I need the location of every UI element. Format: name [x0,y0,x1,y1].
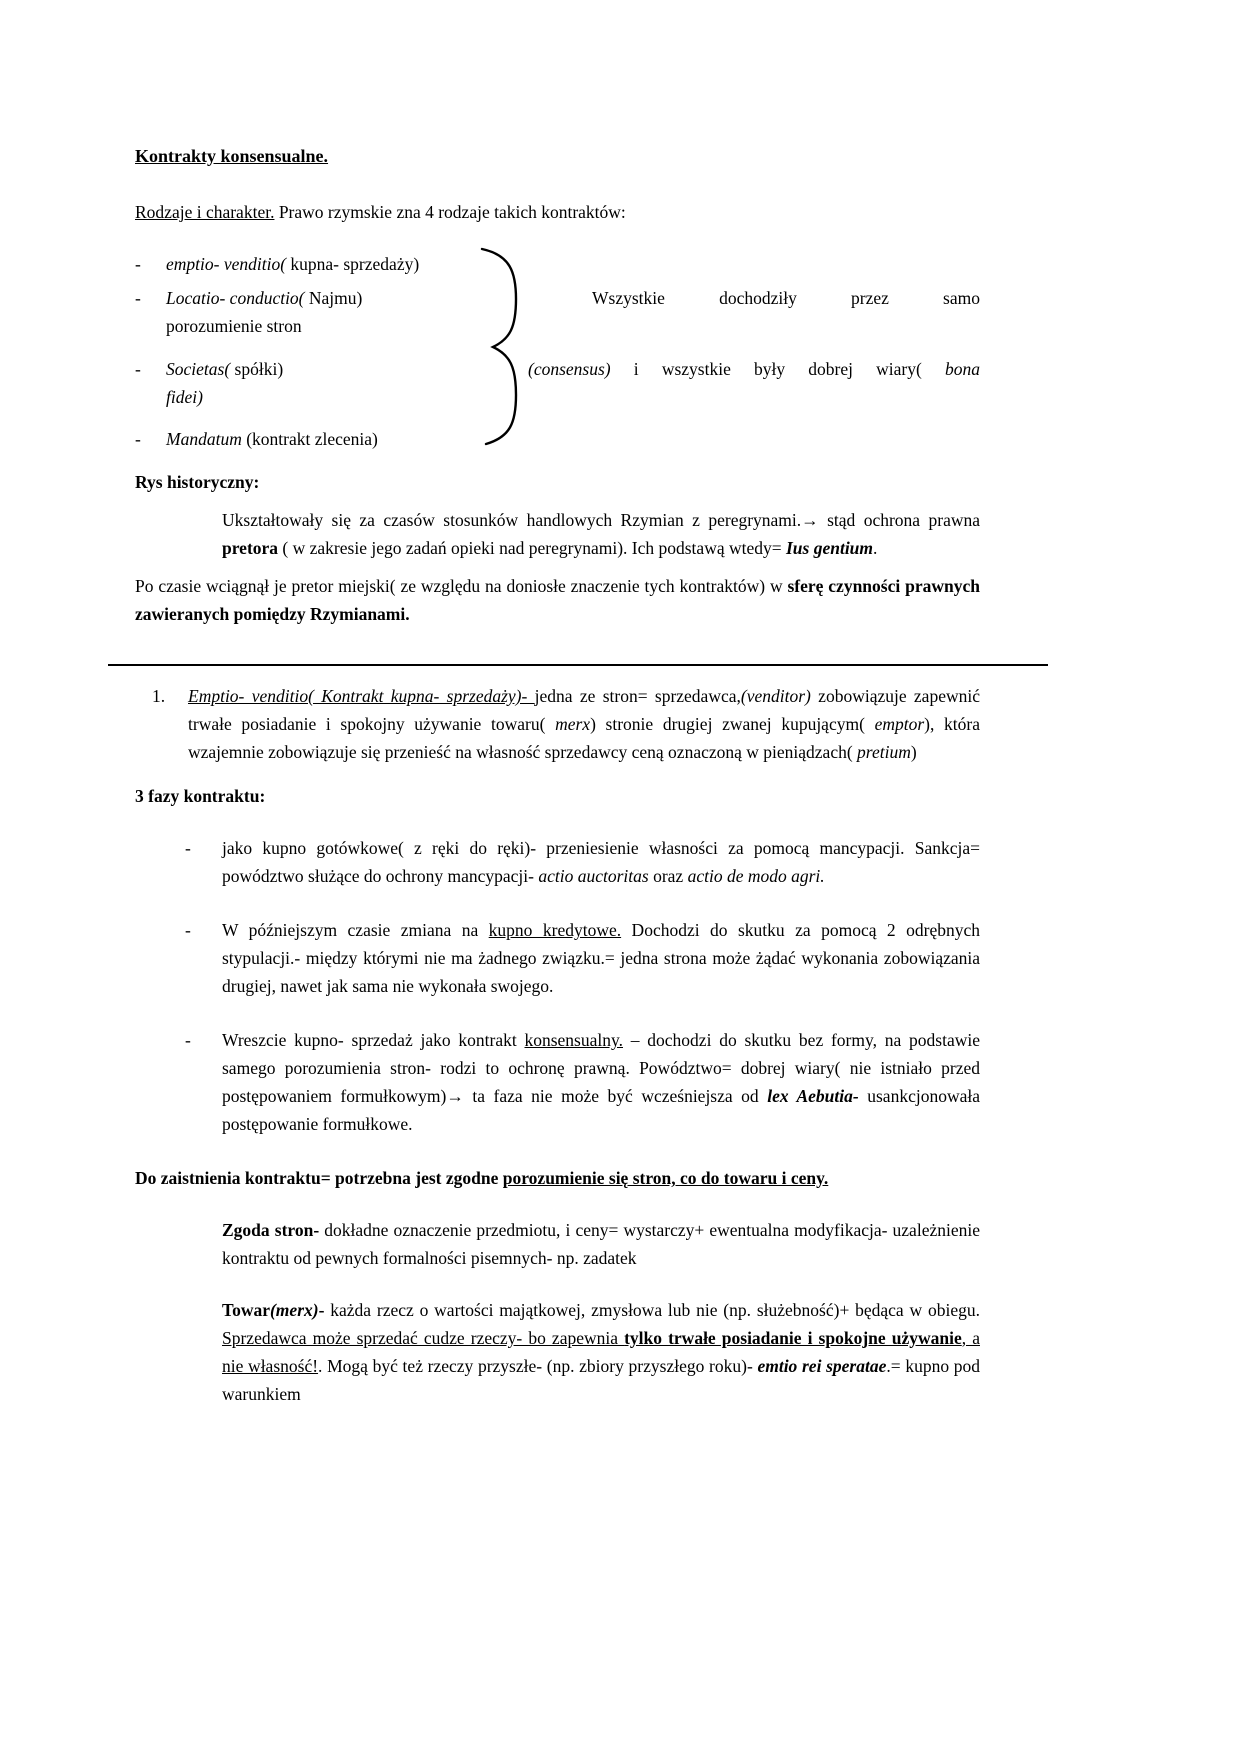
text-segment: zobowiązuje zapewnić trwałe posiadanie i spokojny używanie towaru( [188,686,980,734]
text-segment: emptio- venditio( [166,254,287,274]
text-segment: . Mogą być też rzeczy przyszłe- (np. zbiory przyszłego roku)- [318,1356,758,1376]
text-segment: (merx) [269,1300,319,1320]
text-segment: W późniejszym czasie zmiana na [222,920,489,940]
heading-rys-historyczny [135,468,980,496]
text-segment: .= kupno pod warunkiem [222,1356,980,1404]
paragraph-po-czasie [135,572,980,628]
text-segment: actio de modo agri. [687,866,825,886]
text-segment: Rodzaje i charakter. [135,202,275,222]
text-segment: fidei) [166,387,203,407]
text-segment: Dochodzi do skutku za pomocą 2 odrębnych stypulacji.- między którymi nie ma żadnego związku.= jedna strona może żądać wykonania zobowiązania drugiej, nawet jak sama nie wykonała swojego. [222,920,980,996]
text-segment: ) [910,742,917,762]
bullet-text [222,834,980,890]
grouping-brace-icon [472,246,528,448]
text-segment: tylko trwałe posiadanie i spokojne używanie [624,1328,962,1348]
text-segment: usankcjonowała postępowanie formułkowe. [222,1086,980,1134]
text-segment: Wreszcie kupno- sprzedaż jako kontrakt [222,1030,525,1050]
text-segment: Prawo rzymskie zna 4 rodzaje takich kontraktów: [274,202,626,222]
text-segment: Societas( [166,359,231,379]
text-segment: Mandatum [166,429,242,449]
text-segment: dokładne oznaczenie przedmiotu, i ceny= wystarczy+ ewentualna modyfikacja- uzależnienie kontraktu od pewnych formalności pisemnych- np. zadatek [222,1220,980,1268]
dash-bullet: - [185,838,191,858]
contract-types-diagram [135,250,980,460]
text-segment: Rys historyczny: [135,472,260,492]
text-segment: każda rzecz o wartości majątkowej, zmysłowa lub nie (np. służebność)+ będąca w obiegu. [324,1300,980,1320]
text-segment: kupna- sprzedaży) [286,254,420,274]
text-segment: sferę czynności prawnych zawieranych pomiędzy Rzymianami. [135,576,980,624]
text-segment: porozumienie się stron, co do towaru i ceny. [502,1168,829,1188]
dash-bullet: - [185,1030,191,1050]
heading-3-fazy [135,782,980,810]
text-segment: pretora [222,538,279,558]
text-segment: ) stronie drugiej zwanej kupującym( [590,714,875,734]
text-segment: , a nie własność! [222,1328,980,1376]
text-segment: jako kupno gotówkowe( z ręki do ręki)- przeniesienie własności za pomocą mancypacji. Sankcja= powództwo służące do ochrony mancypacji- [222,838,980,886]
text-segment: – dochodzi do skutku bez formy, na podstawie samego porozumienia stron- rodzi to ochronę prawną. Powództwo= dobrej wiary( nie istniało przed postępowaniem formułkowym)→ ta faza nie może być wcześniejsza od [222,1030,980,1106]
text-segment: bona [945,359,980,379]
dash-bullet: - [185,920,191,940]
text-segment: 3 fazy kontraktu: [135,786,266,806]
text-segment: Po czasie wciągnął je pretor miejski( ze względu na doniosłe znaczenie tych kontraktów) w [135,576,788,596]
bullet-text [222,1026,980,1138]
text-segment: lex Aebutia- [767,1086,859,1106]
text-segment: Zgoda stron- [222,1220,320,1240]
text-segment: jedna ze stron= sprzedawca, [534,686,741,706]
text-segment: emtio rei speratae [757,1356,887,1376]
text-segment: merx [555,714,591,734]
text-segment: pretium [857,742,911,762]
text-segment: Towar [222,1300,270,1320]
text-segment: Wszystkie dochodziły przez samo [592,288,980,308]
text-segment: emptor [874,714,925,734]
text-segment: Do zaistnienia kontraktu= potrzebna jest zgodne [135,1168,503,1188]
dash-bullet: - [135,429,141,449]
paragraph-do-zaistnienia [135,1164,980,1192]
text-segment: porozumienie stron [166,316,302,336]
text-segment: Sprzedawca może sprzedać cudze rzeczy- bo zapewnia [222,1328,625,1348]
text-segment: actio auctoritas [538,866,649,886]
text-segment: (kontrakt zlecenia) [241,429,378,449]
numbered-item-text [188,682,980,766]
list-number: 1. [152,686,166,706]
text-segment: Emptio- venditio( Kontrakt kupna- sprzedaży)- [188,686,535,706]
bullet-kupno-kredytowe [185,916,980,1000]
paragraph-towar-merx [222,1296,980,1408]
text-segment: Ukształtowały się za czasów stosunków handlowych Rzymian z peregrynami.→ stąd ochrona prawna [222,510,980,530]
text-segment: ), która wzajemnie zobowiązuje się przenieść na własność sprzedawcy ceną oznaczoną w pieniądzach( [188,714,980,762]
text-segment: Ius gentium [785,538,874,558]
bullet-text [222,916,980,1000]
text-segment: kupno kredytowe. [488,920,622,940]
section-divider [108,664,1048,666]
text-segment: (venditor) [740,686,811,706]
text-segment: Locatio- conductio( [166,288,305,308]
paragraph-intro [135,198,980,226]
text-segment: konsensualny. [524,1030,623,1050]
side-note-line-2 [528,355,980,383]
numbered-item-emptio-venditio [152,682,980,766]
paragraph-rys-historyczny [222,506,980,562]
text-segment: Najmu) [304,288,363,308]
text-segment: i wszystkie były dobrej wiary( [610,359,945,379]
text-segment: ( w zakresie jego zadań opieki nad peregrynami). Ich podstawą wtedy= [278,538,786,558]
document-title [135,142,980,170]
text-segment: spółki) [230,359,284,379]
side-note-line-1 [528,284,980,312]
text-segment: oraz [648,866,688,886]
dash-bullet: - [135,359,141,379]
bullet-kupno-gotowkowe [185,834,980,890]
text-segment: . [873,538,878,558]
bullet-kontrakt-konsensualny [185,1026,980,1138]
text-segment: Kontrakty konsensualne. [135,146,329,166]
text-segment: (consensus) [528,359,611,379]
text-segment: - [318,1300,325,1320]
dash-bullet: - [135,288,141,308]
paragraph-zgoda-stron [222,1216,980,1272]
dash-bullet: - [135,254,141,274]
